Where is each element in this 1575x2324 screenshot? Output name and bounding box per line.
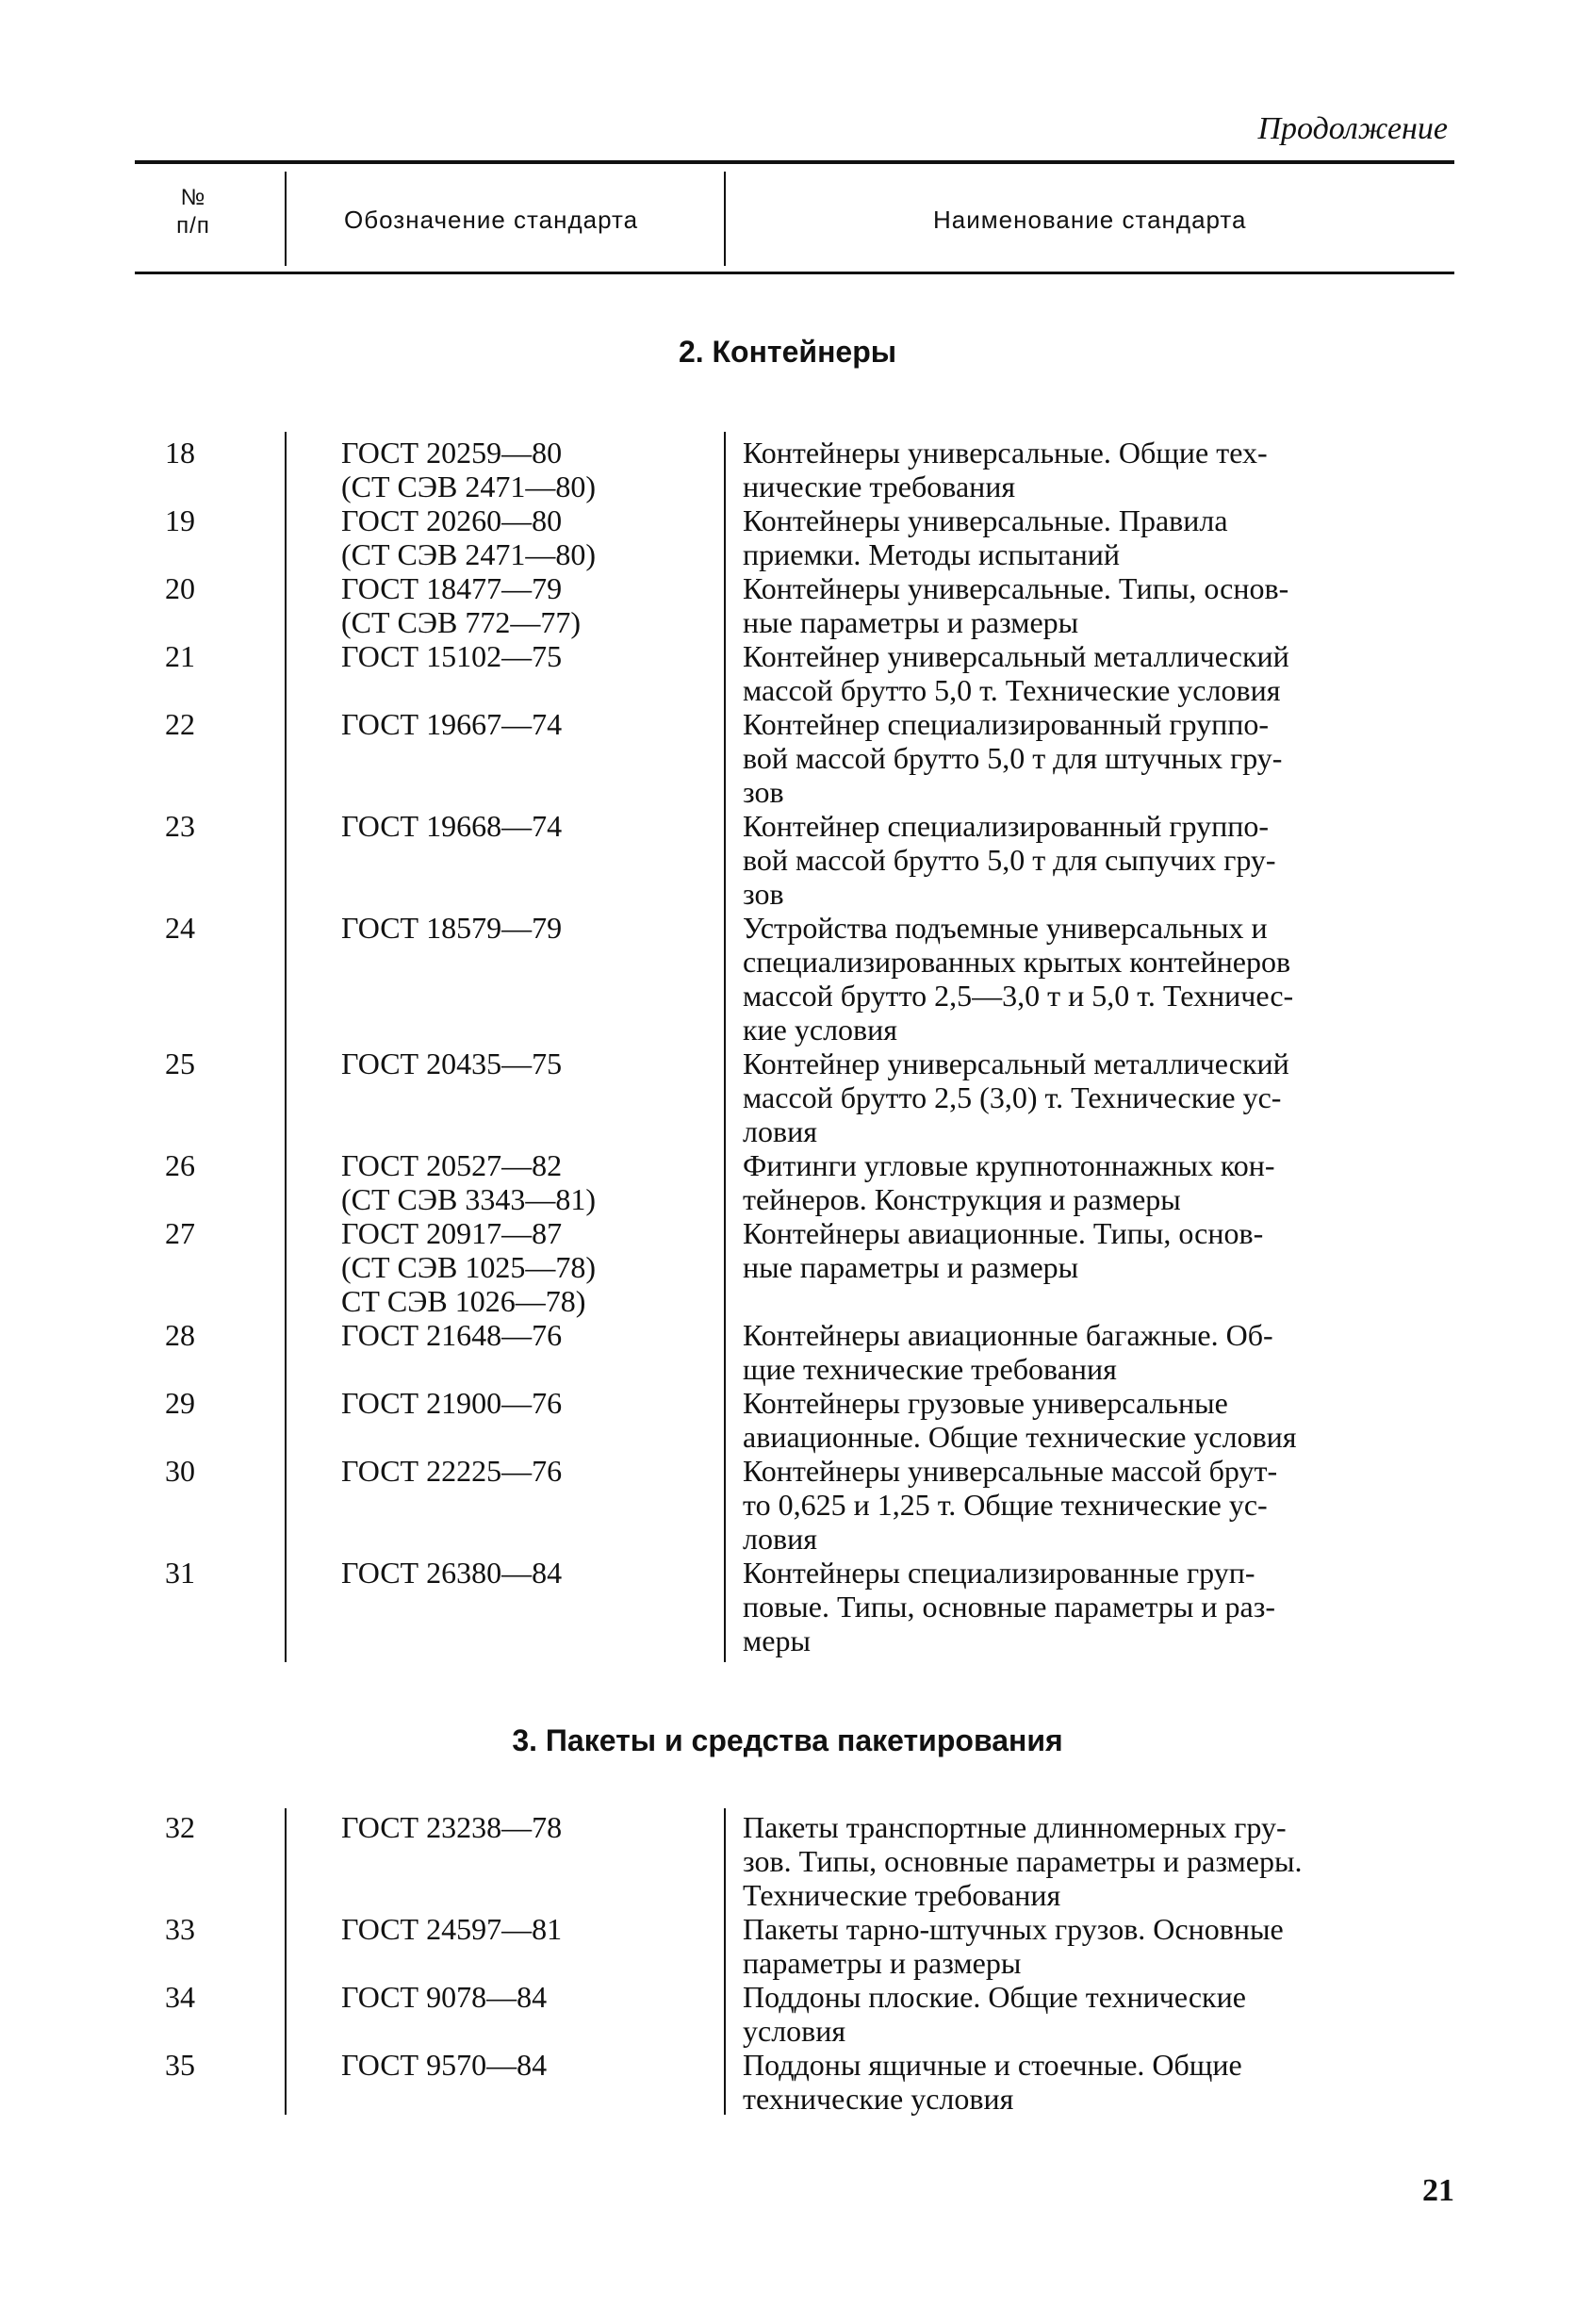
- row-number: 27: [165, 1216, 195, 1250]
- section-title: 3. Пакеты и средства пакетирования: [512, 1723, 1063, 1757]
- row-number: 28: [165, 1318, 195, 1352]
- standard-name: Фитинги угловые крупнотоннажных кон- тейнеров. Конструкция и размеры: [743, 1148, 1275, 1216]
- header-designation: Обозначение стандарта: [344, 206, 639, 234]
- row-number: 21: [165, 639, 195, 673]
- standard-designation: ГОСТ 20917—87 (СТ СЭВ 1025—78) СТ СЭВ 1026—78): [341, 1216, 597, 1318]
- standard-name: Контейнеры универсальные. Правила приемки. Методы испытаний: [743, 503, 1228, 571]
- continuation-label: Продолжение: [1257, 111, 1448, 146]
- row-number: 24: [165, 911, 195, 945]
- standard-designation: ГОСТ 15102—75: [341, 639, 563, 673]
- column-divider: [285, 172, 287, 266]
- header-number: № п/п: [176, 185, 210, 239]
- standard-name: Контейнер специализированный группо- вой массой брутто 5,0 т для сыпучих гру- зов: [743, 809, 1276, 911]
- standard-name: Контейнеры универсальные массой брут- то 0,625 и 1,25 т. Общие технические ус- ловия: [743, 1454, 1278, 1556]
- standard-designation: ГОСТ 20527—82 (СТ СЭВ 3343—81): [341, 1148, 597, 1216]
- page-number: 21: [1422, 2173, 1454, 2208]
- header-name: Наименование стандарта: [933, 206, 1247, 234]
- standard-name: Контейнер специализированный группо- вой массой брутто 5,0 т для штучных гру- зов: [743, 707, 1283, 809]
- row-number: 19: [165, 503, 195, 537]
- standard-designation: ГОСТ 21648—76: [341, 1318, 563, 1352]
- standard-name: Контейнеры грузовые универсальные авиационные. Общие технические условия: [743, 1386, 1297, 1454]
- standard-designation: ГОСТ 23238—78: [341, 1810, 563, 1844]
- row-number: 29: [165, 1386, 195, 1420]
- row-number: 18: [165, 436, 195, 470]
- standard-designation: ГОСТ 20435—75: [341, 1047, 563, 1080]
- standard-designation: ГОСТ 18477—79 (СТ СЭВ 772—77): [341, 571, 582, 639]
- row-number: 22: [165, 707, 195, 741]
- standard-name: Контейнеры авиационные багажные. Об- щие технические требования: [743, 1318, 1273, 1386]
- column-divider: [724, 172, 726, 266]
- row-number: 34: [165, 1980, 195, 2014]
- row-number: 25: [165, 1047, 195, 1080]
- row-number: 30: [165, 1454, 195, 1488]
- table-header-rule: [135, 272, 1454, 274]
- row-number: 33: [165, 1912, 195, 1946]
- standard-designation: ГОСТ 21900—76: [341, 1386, 563, 1420]
- standard-designation: ГОСТ 9570—84: [341, 2048, 548, 2082]
- column-divider: [724, 432, 726, 1662]
- table-top-rule: [135, 160, 1454, 164]
- standard-name: Контейнеры специализированные груп- повые. Типы, основные параметры и раз- меры: [743, 1556, 1275, 1657]
- standard-name: Контейнеры авиационные. Типы, основ- ные параметры и размеры: [743, 1216, 1264, 1284]
- standard-designation: ГОСТ 26380—84: [341, 1556, 563, 1590]
- standard-name: Контейнеры универсальные. Общие тех- нические требования: [743, 436, 1268, 503]
- row-number: 31: [165, 1556, 195, 1590]
- section-title: 2. Контейнеры: [678, 335, 897, 369]
- row-number: 32: [165, 1810, 195, 1844]
- standard-name: Поддоны плоские. Общие технические условия: [743, 1980, 1246, 2048]
- standard-designation: ГОСТ 22225—76: [341, 1454, 563, 1488]
- column-divider: [285, 432, 287, 1662]
- standard-name: Контейнеры универсальные. Типы, основ- ные параметры и размеры: [743, 571, 1289, 639]
- standard-designation: ГОСТ 9078—84: [341, 1980, 548, 2014]
- standard-name: Пакеты транспортные длинномерных гру- зов. Типы, основные параметры и размеры. Технические требования: [743, 1810, 1303, 1912]
- row-number: 20: [165, 571, 195, 605]
- standard-designation: ГОСТ 20260—80 (СТ СЭВ 2471—80): [341, 503, 597, 571]
- standard-name: Контейнер универсальный металлический массой брутто 5,0 т. Технические условия: [743, 639, 1289, 707]
- standard-name: Контейнер универсальный металлический массой брутто 2,5 (3,0) т. Технические ус- ловия: [743, 1047, 1289, 1148]
- standard-designation: ГОСТ 19668—74: [341, 809, 563, 843]
- row-number: 35: [165, 2048, 195, 2082]
- standard-name: Устройства подъемные универсальных и специализированных крытых контейнеров массой брутто 2,5—3,0 т и 5,0 т. Техничес- кие условия: [743, 911, 1294, 1047]
- standard-designation: ГОСТ 18579—79: [341, 911, 563, 945]
- row-number: 23: [165, 809, 195, 843]
- standard-designation: ГОСТ 20259—80 (СТ СЭВ 2471—80): [341, 436, 597, 503]
- row-number: 26: [165, 1148, 195, 1182]
- column-divider: [285, 1808, 287, 2115]
- standard-name: Пакеты тарно-штучных грузов. Основные параметры и размеры: [743, 1912, 1284, 1980]
- standard-designation: ГОСТ 19667—74: [341, 707, 563, 741]
- column-divider: [724, 1808, 726, 2115]
- standard-designation: ГОСТ 24597—81: [341, 1912, 563, 1946]
- standard-name: Поддоны ящичные и стоечные. Общие технические условия: [743, 2048, 1242, 2116]
